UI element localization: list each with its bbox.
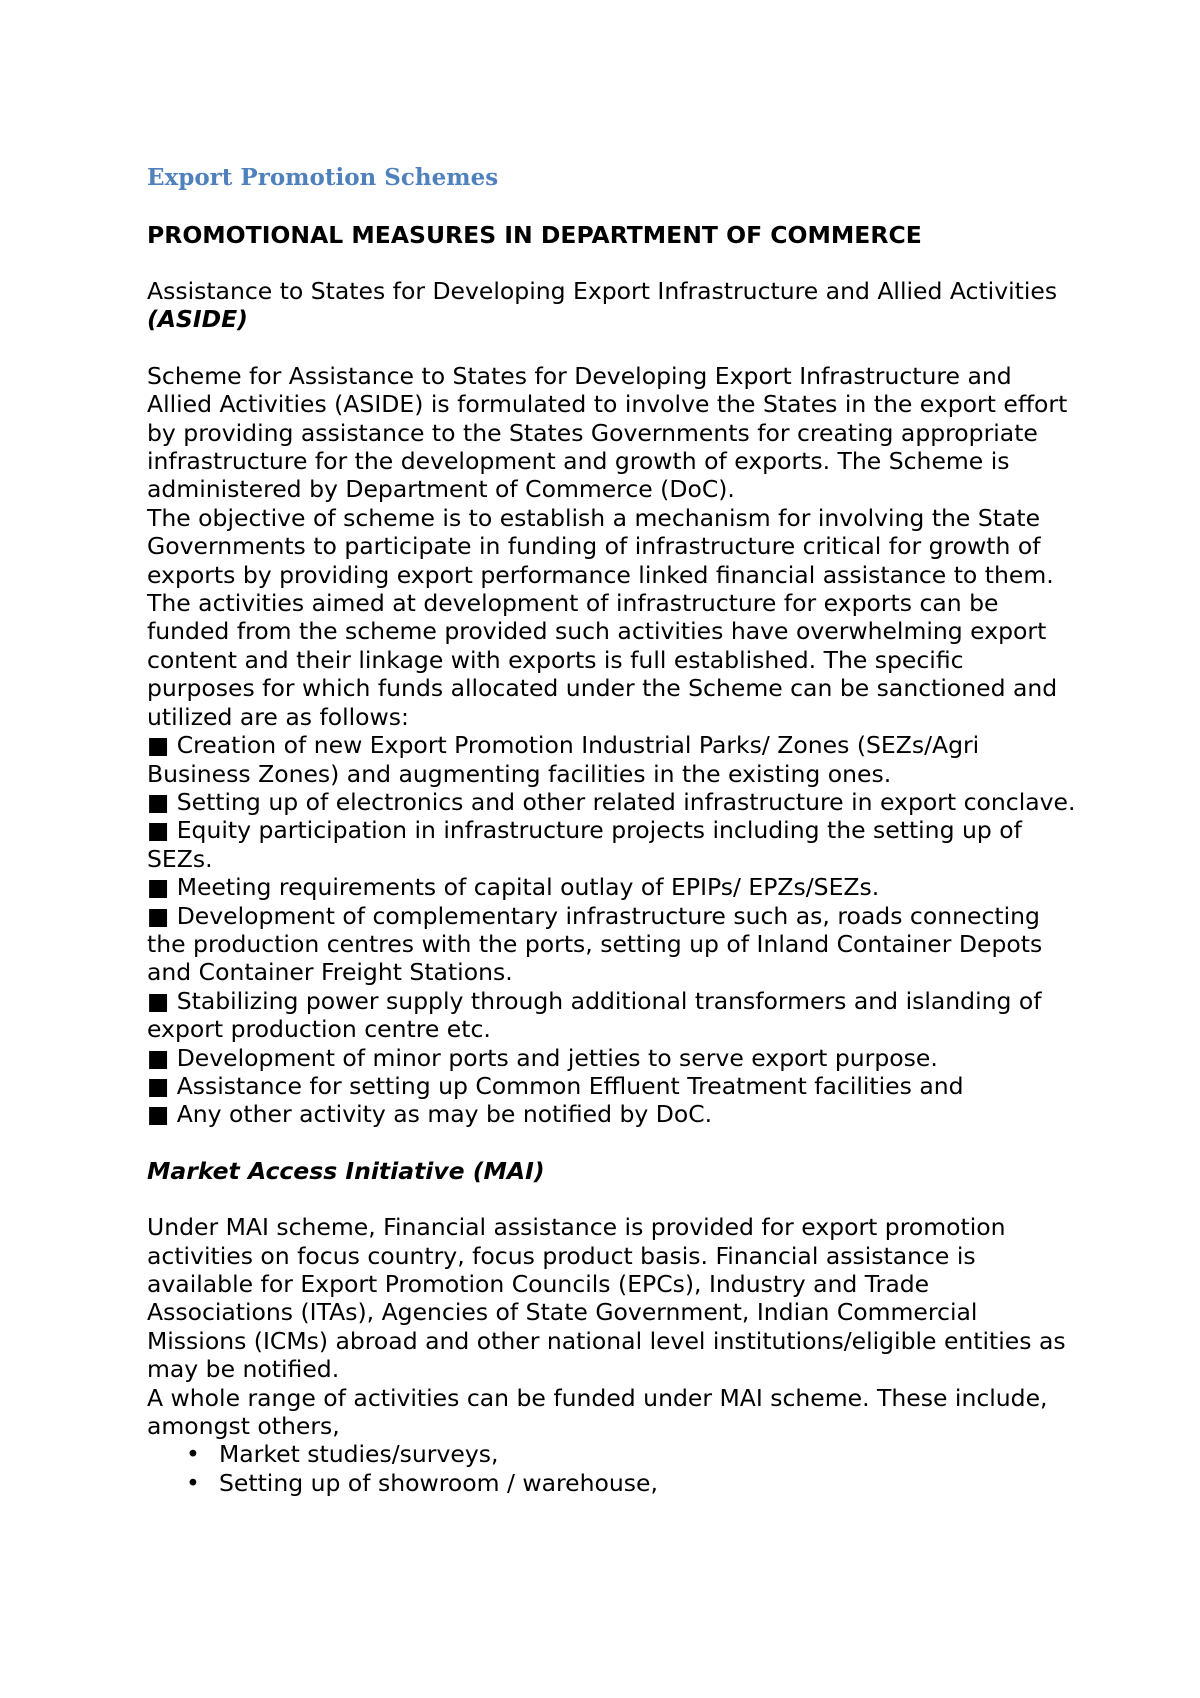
spacer [147,1129,1077,1157]
list-item [147,873,1077,901]
list-item-text: Development of minor ports and jetties to serve export purpose. [176,1043,938,1072]
spacer [147,334,1077,362]
list-item-text: Creation of new Export Promotion Industrial Parks/ Zones (SEZs/Agri Business Zones) and augmenting facilities in the existing ones. [147,731,980,788]
list-item-text: Equity participation in infrastructure projects including the setting up of SEZs. [147,816,1022,873]
list-item [147,987,1077,1044]
list-item [147,731,1077,788]
aside-heading-abbr: (ASIDE) [147,305,248,334]
mai-activity-list [147,1440,1077,1497]
section-heading: PROMOTIONAL MEASURES IN DEPARTMENT OF COMMERCE [147,221,922,249]
square-bullet-icon: ■ [147,787,170,816]
list-item [147,816,1077,873]
list-item-text: Meeting requirements of capital outlay of EPIPs/ EPZs/SEZs. [176,873,880,902]
square-bullet-icon: ■ [147,1071,170,1100]
list-item [147,1100,1077,1128]
aside-heading [147,277,1077,334]
list-item [147,1440,1077,1468]
aside-paragraph-2: The objective of scheme is to establish a mechanism for involving the State Governments to participate in funding of infrastructure critical for growth of exports by providing export performance linked financial assistance to them. [147,503,1054,589]
mai-paragraph-2: A whole range of activities can be funded under MAI scheme. These include, amongst others, [147,1383,1048,1441]
list-item [147,1469,1077,1497]
list-item-text: Stabilizing power supply through additional transformers and islanding of export production centre etc. [147,986,1042,1044]
square-bullet-icon: ■ [147,986,170,1015]
bullet-icon: • [186,1468,200,1497]
square-bullet-icon: ■ [147,731,170,760]
mai-heading: Market Access Initiative (MAI) [147,1156,545,1185]
aside-heading-text: Assistance to States for Developing Export Infrastructure and Allied Activities [147,277,1058,305]
document-body [147,164,1077,1497]
bullet-icon: • [186,1440,200,1469]
list-item-text: Setting up of showroom / warehouse, [219,1468,658,1497]
list-item [147,1072,1077,1100]
list-item-text: Any other activity as may be notified by DoC. [176,1100,713,1129]
list-item-text: Market studies/surveys, [219,1440,499,1469]
list-item [147,1044,1077,1072]
list-item [147,788,1077,816]
mai-paragraph-1: Under MAI scheme, Financial assistance is provided for export promotion activities on focus country, focus product basis. Financial assistance is available for Export Promotion Councils (EPCs), Industry and Trade Associations (ITAs), Agencies of State Government, Indian Commercial Missions (ICMs) abroad and other national level institutions/eligible entities as may be notified. [147,1213,1066,1384]
list-item-text: Development of complementary infrastructure such as, roads connecting the production centres with the ports, setting up of Inland Container Depots and Container Freight Stations. [147,901,1043,987]
square-bullet-icon: ■ [147,1100,170,1129]
list-item-text: Setting up of electronics and other related infrastructure in export conclave. [176,787,1076,816]
square-bullet-icon: ■ [147,816,170,845]
document-title: Export Promotion Schemes [147,164,499,191]
aside-paragraph-1: Scheme for Assistance to States for Developing Export Infrastructure and Allied Activities (ASIDE) is formulated to involve the States in the export effort by providing assistance to the States Governments for creating appropriate infrastructure for the development and growth of exports. The Scheme is administered by Department of Commerce (DoC). [147,361,1068,504]
aside-purpose-list [147,731,1077,1129]
list-item-text: Assistance for setting up Common Effluent Treatment facilities and [176,1071,964,1100]
square-bullet-icon: ■ [147,901,170,930]
list-item [147,902,1077,987]
square-bullet-icon: ■ [147,873,170,902]
square-bullet-icon: ■ [147,1043,170,1072]
aside-paragraph-3: The activities aimed at development of infrastructure for exports can be funded from the scheme provided such activities have overwhelming export content and their linkage with exports is full established. The specific purposes for which funds allocated under the Scheme can be sanctioned and utilized are as follows: [147,589,1058,731]
